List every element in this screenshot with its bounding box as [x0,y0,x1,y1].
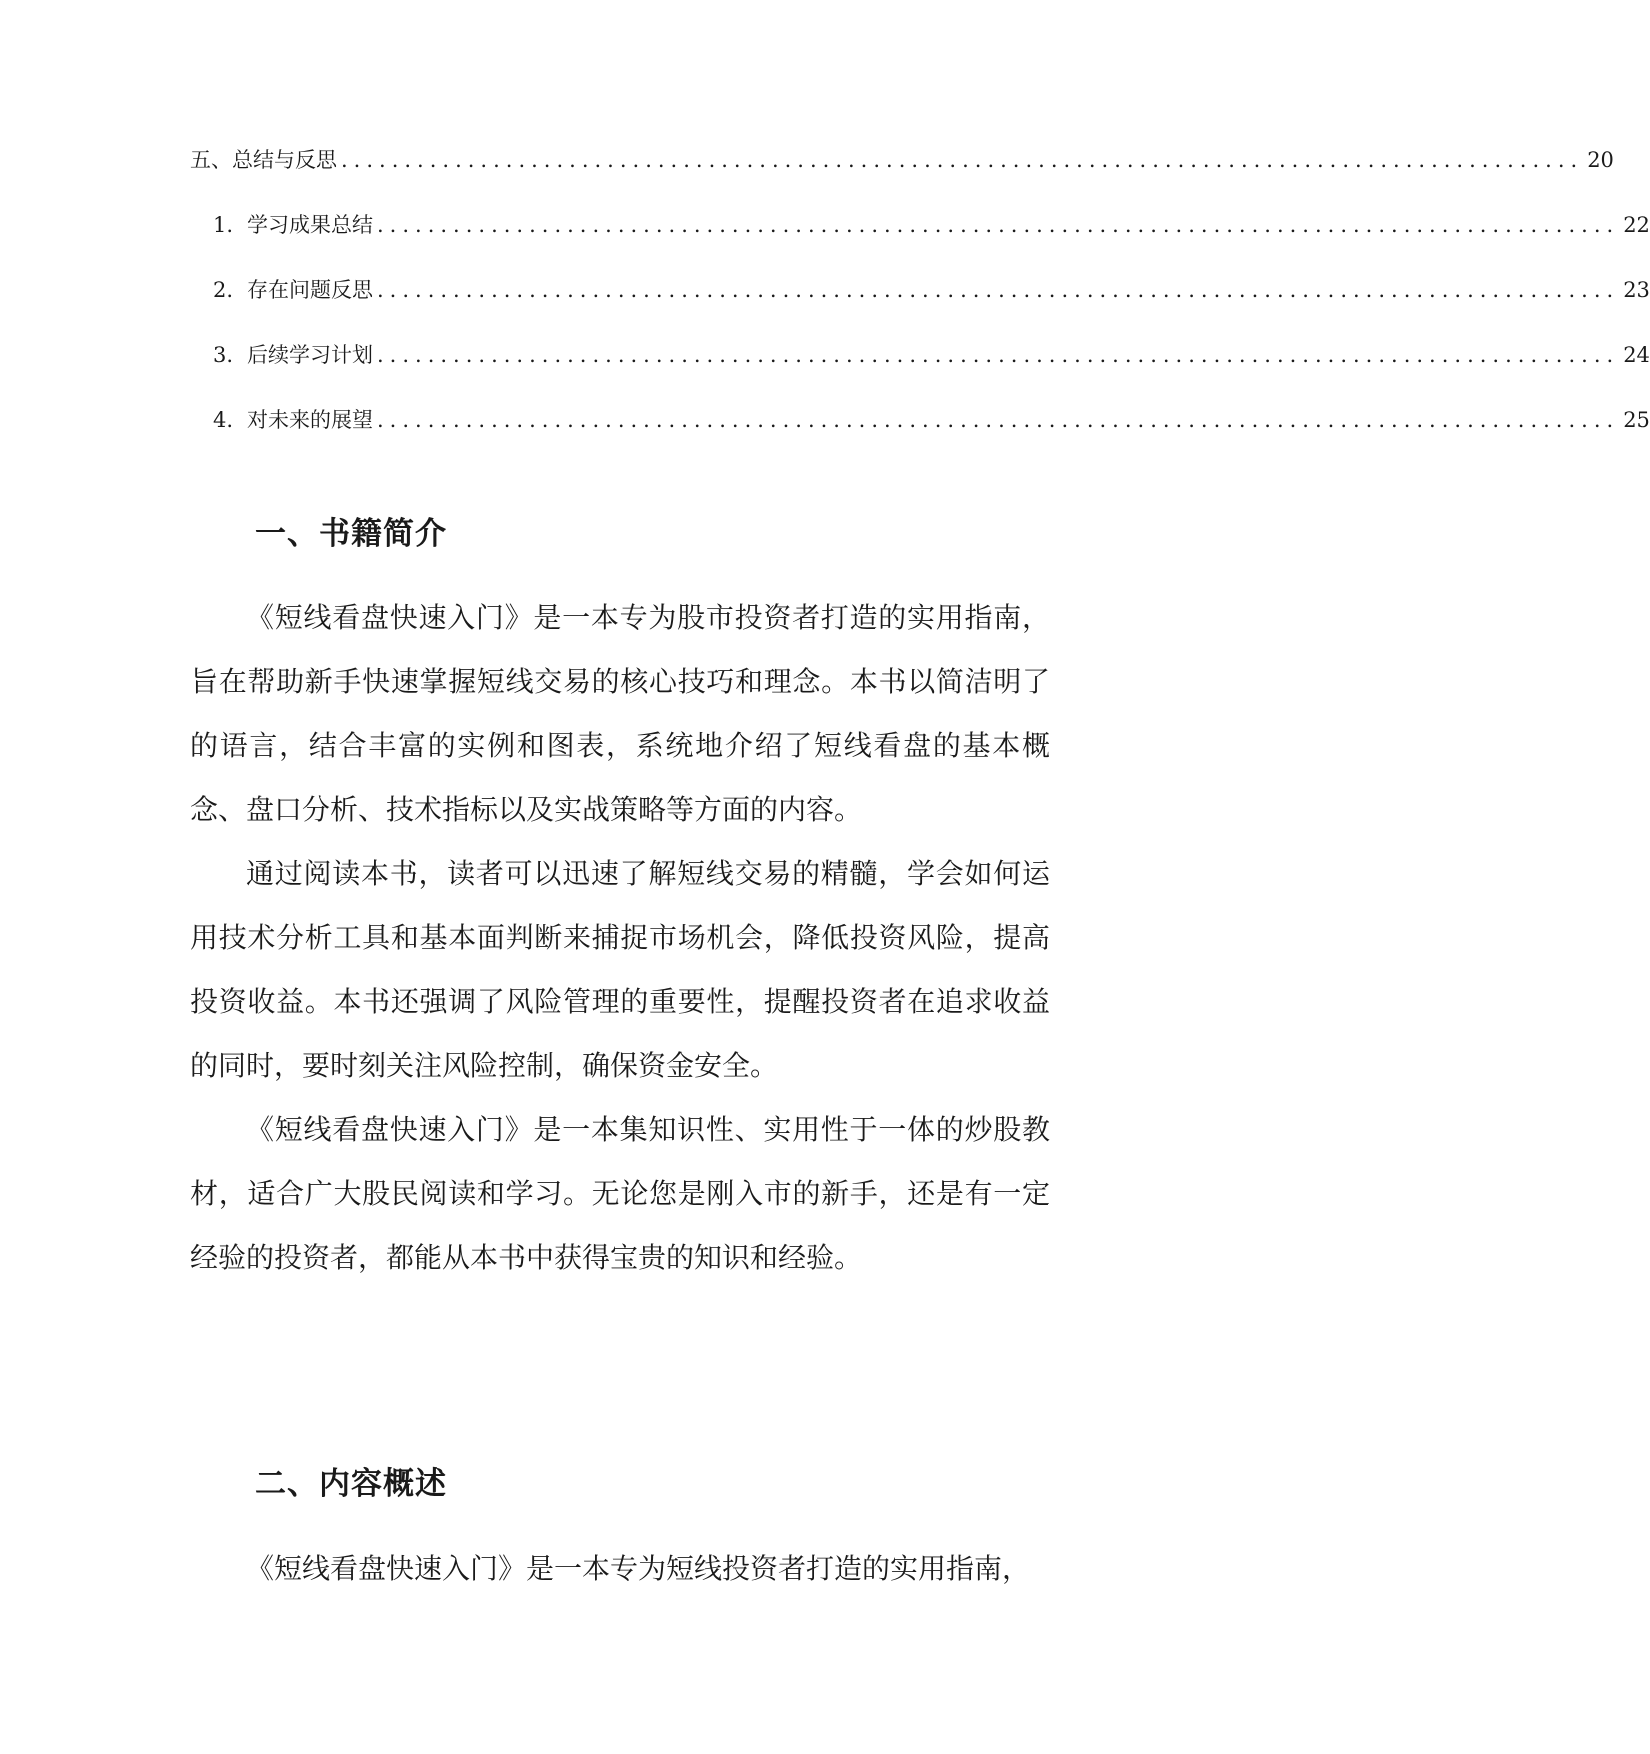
toc-entry[interactable] [190,405,1650,470]
toc-leader-dots: .................................................................................................. [377,278,1620,302]
toc-entry-number: 3. [213,343,234,367]
section-body-book-intro [190,586,1050,1290]
toc-entry[interactable] [190,275,1650,340]
paragraph: 通过阅读本书，读者可以迅速了解短线交易的精髓，学会如何运用技术分析工具和基本面判断来捕捉市场机会，降低投资风险，提高投资收益。本书还强调了风险管理的重要性，提醒投资者在追求收益的同时，要时刻关注风险控制，确保资金安全。 [190,857,1050,1082]
toc-entry-number: 1. [213,213,234,237]
toc-entry-label: 学习成果总结 [247,213,373,237]
toc-entry-number: 4. [213,408,234,432]
section-heading-content-overview: 二、内容概述 [255,1466,447,1502]
toc-entry[interactable] [190,210,1650,275]
toc-entry-label: 存在问题反思 [247,278,373,302]
toc-entry-label: 五、总结与反思 [190,148,337,172]
toc-entry-page: 25 [1623,408,1650,432]
toc-leader-dots: .................................................................................................. [377,213,1620,237]
section-heading-book-intro: 一、书籍简介 [255,516,447,552]
toc-entry-label: 对未来的展望 [247,408,373,432]
toc-leader-dots: .................................................................................................. [341,148,1584,172]
table-of-contents [190,145,1650,470]
toc-entry-label: 后续学习计划 [247,343,373,367]
section-body-content-overview [190,1537,1050,1601]
toc-leader-dots: .................................................................................................. [377,408,1620,432]
paragraph: 《短线看盘快速入门》是一本专为股市投资者打造的实用指南，旨在帮助新手快速掌握短线交易的核心技巧和理念。本书以简洁明了的语言，结合丰富的实例和图表，系统地介绍了短线看盘的基本概念、盘口分析、技术指标以及实战策略等方面的内容。 [190,601,1050,826]
toc-entry-page: 24 [1623,343,1650,367]
paragraph: 《短线看盘快速入门》是一本集知识性、实用性于一体的炒股教材，适合广大股民阅读和学习。无论您是刚入市的新手，还是有一定经验的投资者，都能从本书中获得宝贵的知识和经验。 [190,1113,1050,1274]
toc-entry-page: 22 [1623,213,1650,237]
toc-entry-page: 20 [1587,148,1614,172]
toc-entry-page: 23 [1623,278,1650,302]
paragraph: 《短线看盘快速入门》是一本专为短线投资者打造的实用指南， [246,1552,1031,1585]
toc-entry-main[interactable] [190,145,1614,210]
toc-entry[interactable] [190,340,1650,405]
toc-leader-dots: .................................................................................................. [377,343,1620,367]
toc-entry-number: 2. [213,278,234,302]
